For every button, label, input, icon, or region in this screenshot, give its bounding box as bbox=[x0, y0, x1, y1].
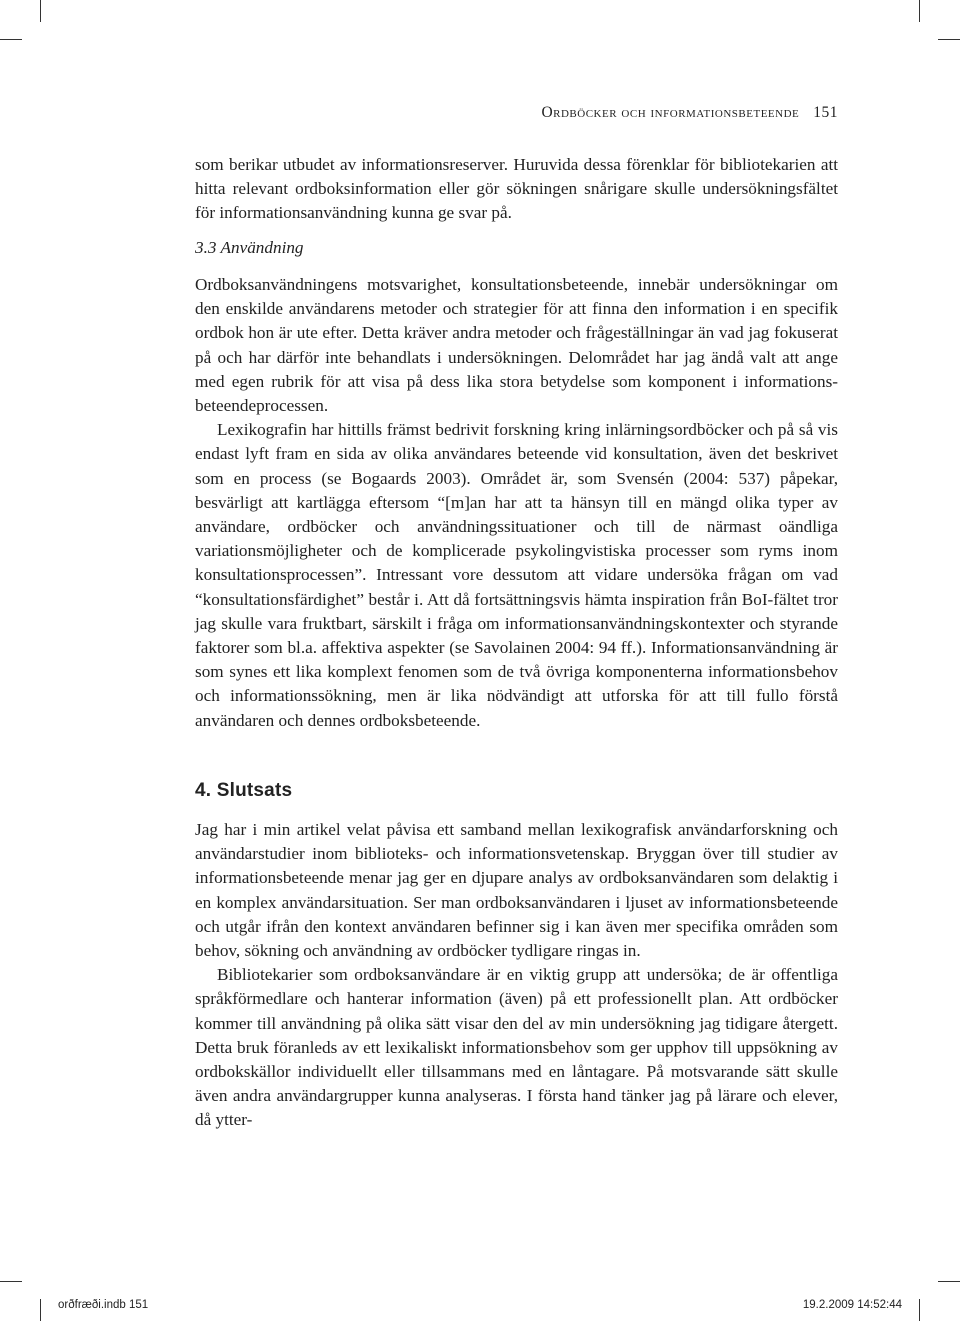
running-title: Ordböcker och informationsbeteende bbox=[541, 104, 800, 121]
section-heading: 4. Slutsats bbox=[195, 780, 293, 801]
section-body bbox=[195, 818, 838, 1133]
page-number: 151 bbox=[813, 104, 838, 121]
section-paragraph-1: Jag har i min artikel velat påvisa ett samband mellan lexikografisk användarforskning och användarstudier inom biblioteks- och informationsvetenskap. Bryggan över till studier av informationsbeteende menar jag ger en djupare analys av ordboksanvändaren som delaktig i en komplex användarsituation. Ser man ordboksanvändaren i ljuset av informationsbeteende och utgår ifrån den kontext användaren befinner sig i kan även mer specifika områden som behov, sökning och användning av ordböcker tydligare ringas in. bbox=[195, 820, 838, 961]
subsection-body bbox=[195, 273, 838, 733]
section-paragraph-2: Bibliotekarier som ordboksanvändare är en viktig grupp att undersöka; de är offentliga språkförmedlare och hanterar information (även) på ett professionellt plan. Att ordböcker kommer till användning på olika sätt visar den del av min undersökning jag tidigare återgett. Detta bruk föranleds av ett lexikaliskt informationsbehov som ger upphov till uppsökning av ordbokskällor individuellt eller tillsammans med en låntagare. På motsvarande sätt skulle även andra användargrupper kunna analyseras. I första hand tänker jag på lärare och elever, då ytter- bbox=[195, 965, 838, 1130]
crop-mark-bottom-left-vertical bbox=[40, 1299, 41, 1321]
footer-file-name: orðfræði.indb 151 bbox=[58, 1299, 149, 1311]
intro-text-block bbox=[195, 153, 838, 226]
subsection-paragraph-1: Ordboksanvändningens motsvarighet, konsultationsbeteende, innebär undersökningar om den enskilde användarens metoder och strategier för att finna den information i en specifik ordbok hon är ute efter. Detta kräver andra metoder och frågeställningar än vad jag fokuserat på och har därför inte behandlats i undersökningen. Delområdet har jag ändå valt att ange med egen rubrik för att visa på dess lika stora betydelse som komponent i informations-beteendeprocessen. bbox=[195, 275, 838, 416]
crop-mark-bottom-left-horizontal bbox=[0, 1281, 22, 1282]
crop-mark-top-left-horizontal bbox=[0, 39, 22, 40]
crop-mark-top-right-vertical bbox=[919, 0, 920, 22]
footer-timestamp: 19.2.2009 14:52:44 bbox=[802, 1299, 902, 1311]
crop-mark-top-left-vertical bbox=[40, 0, 41, 22]
crop-mark-bottom-right-vertical bbox=[919, 1299, 920, 1321]
running-header bbox=[195, 104, 838, 122]
subsection-heading: 3.3 Användning bbox=[195, 238, 304, 257]
subsection-paragraph-2: Lexikografin har hittills främst bedrivit forskning kring inlärningsordböcker och på så vis endast lyft fram en sida av olika användares beteende vid konsultation, även det beskrivet som en process (se Bogaards 2003). Området är, som Svensén (2004: 537) påpekar, besvärligt att kartlägga eftersom “[m]an har att ta hänsyn till en mängd olika typer av användare, ordböcker och användningssituationer och till de närmast oändliga variationsmöjligheter och de komplicerade psykolingvistiska processer som ryms inom konsultationsprocessen”. Intressant vore dessutom att vidare undersöka frågan om vad “konsultationsfärdighet” består i. Att då fortsättningsvis hämta inspiration från BoI-fältet tror jag skulle vara fruktbart, särskilt i fråga om informationsanvändningskontexter och styrande faktorer som bl.a. affektiva aspekter (se Savolainen 2004: 94 ff.). Informationsanvändning är som synes ett lika komplext fenomen som de två övriga komponenterna informationsbehov och informationssökning, men är lika nödvändigt att utforska för att till fullo förstå användaren och dennes ordboksbeteende. bbox=[195, 420, 838, 730]
crop-mark-bottom-right-horizontal bbox=[938, 1281, 960, 1282]
crop-mark-top-right-horizontal bbox=[938, 39, 960, 40]
intro-paragraph: som berikar utbudet av informationsreserver. Huruvida dessa förenklar för bibliotekarien att hitta relevant ordboksinformation eller gör sökningen snårigare skulle undersökningsfältet för informationsanvändning kunna ge svar på. bbox=[195, 155, 838, 223]
